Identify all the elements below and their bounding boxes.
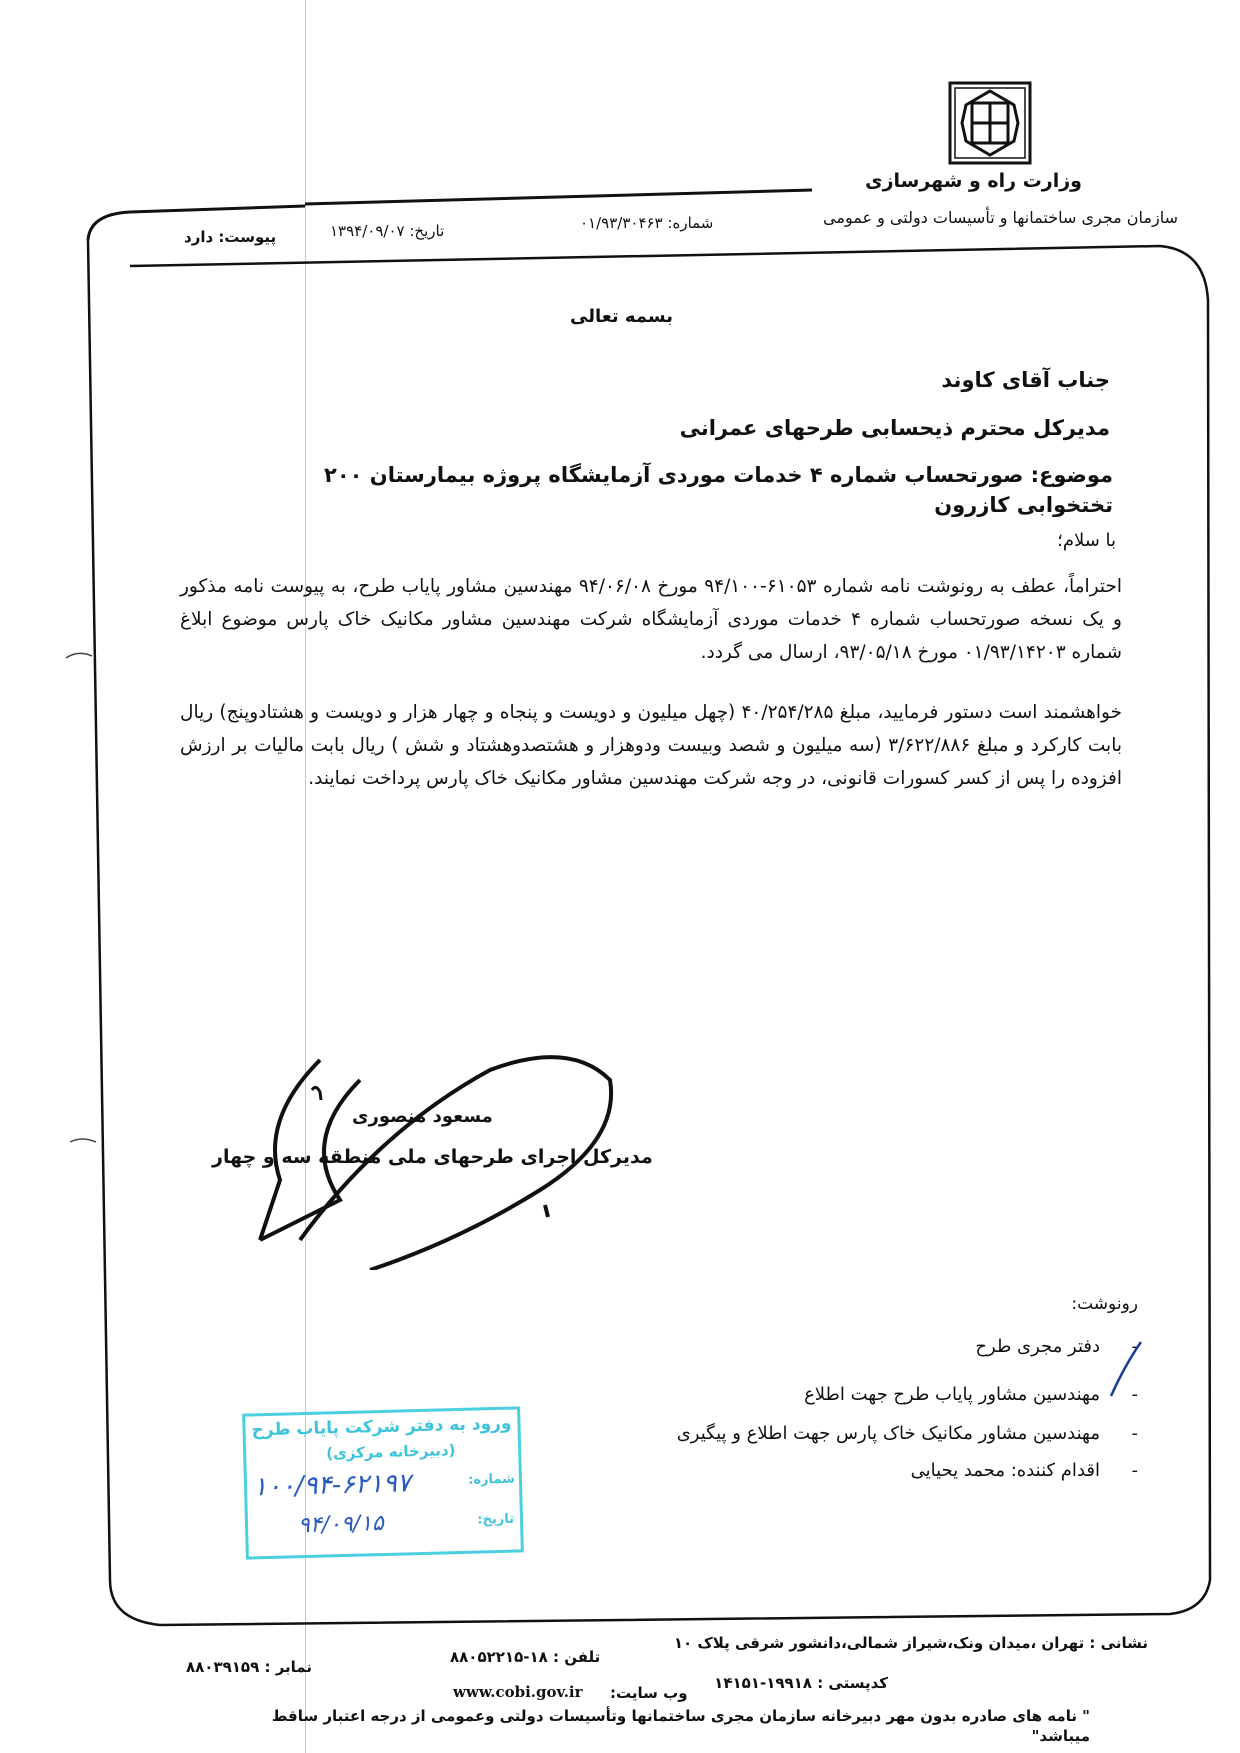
date-value: ۱۳۹۴/۰۹/۰۷	[330, 222, 405, 240]
organization-name: سازمان مجری ساختمانها و تأسیسات دولتی و عمومی	[823, 208, 1178, 227]
cc-label: رونوشت:	[1071, 1294, 1138, 1314]
stamp-date-label: تاریخ:	[477, 1511, 515, 1528]
cc-dash: -	[1131, 1460, 1138, 1481]
number-label: شماره:	[667, 214, 714, 232]
received-stamp	[242, 1406, 524, 1559]
footer-phone: تلفن : ۱۸-۸۸۰۵۲۲۱۵	[450, 1648, 601, 1666]
cc-dash: -	[1131, 1384, 1138, 1405]
cc-item: مهندسین مشاور پایاب طرح جهت اطلاع	[804, 1384, 1100, 1405]
number-value: ۰۱/۹۳/۳۰۴۶۳	[580, 214, 663, 232]
stamp-title: ورود به دفتر شرکت پایاب طرح	[251, 1413, 512, 1441]
greeting: با سلام؛	[1057, 530, 1116, 551]
attachment: پیوست: دارد	[184, 228, 277, 246]
stamp-subtitle: (دبیرخانه مرکزی)	[325, 1441, 456, 1463]
ministry-logo-icon	[948, 81, 1032, 165]
stamp-date-value: ۹۴/۰۹/۱۵	[297, 1510, 385, 1539]
body-paragraph-1: احتراماً، عطف به رونوشت نامه شماره ۶۱۰۵۳-۹۴/۱۰۰ مورخ ۹۴/۰۶/۰۸ مهندسین مشاور پایاب طرح، به پیوست نامه مذکور و یک نسخه صورتحساب شماره ۴ خدمات موردی آزمایشگاه شرکت مهندسین مشاور مکانیک خاک پارس موضوع ابلاغ شماره ۰۱/۹۳/۱۴۲۰۳ مورخ ۹۳/۰۵/۱۸، ارسال می گردد.	[180, 576, 1122, 663]
cc-item: اقدام کننده: محمد یحیایی	[910, 1460, 1100, 1481]
handwritten-checkmark	[1105, 1340, 1145, 1400]
stamp-number-label: شماره:	[468, 1471, 516, 1488]
footer-notice: " نامه های صادره بدون مهر دبیرخانه سازمان مجری ساختمانها وتأسیسات دولتی وعمومی از درجه اعتبار ساقط میباشد"	[271, 1707, 1090, 1745]
footer-website[interactable]: www.cobi.gov.ir	[453, 1683, 583, 1701]
body-paragraph-2: خواهشمند است دستور فرمایید، مبلغ ۴۰/۲۵۴/۲۸۵ (چهل میلیون و دویست و پنجاه و چهار هزار و دویست و هشتادوپنج) ریال بابت کارکرد و مبلغ ۳/۶۲۲/۸۸۶ (سه میلیون و شصد وبیست ودوهزار و هشتصدوهشتاد و شش ) ریال بابت مالیات بر ارزش افزوده را پس از کسر کسورات قانونی، در وجه شرکت مهندسین مشاور مکانیک خاک پارس پرداخت نمایند.	[180, 702, 1122, 789]
cc-item: مهندسین مشاور مکانیک خاک پارس جهت اطلاع و پیگیری	[676, 1423, 1100, 1444]
footer-website-label: وب سایت:	[610, 1684, 688, 1702]
letter-date	[330, 222, 444, 240]
letter-number	[580, 214, 713, 232]
signatory-name: مسعود منصوری	[352, 1106, 493, 1127]
footer-fax: نمابر : ۸۸۰۳۹۱۵۹	[186, 1658, 312, 1676]
subject: موضوع: صورتحساب شماره ۴ خدمات موردی آزمایشگاه پروژه بیمارستان ۲۰۰ تختخوابی کازرون	[324, 463, 1113, 517]
cc-dash: -	[1131, 1423, 1138, 1444]
signatory-title: مدیرکل اجرای طرحهای ملی منطقه سه و چهار	[212, 1146, 653, 1168]
ministry-name: وزارت راه و شهرسازی	[865, 170, 1082, 192]
footer-postal-code: کدپستی : ۱۹۹۱۸-۱۴۱۵۱	[714, 1674, 888, 1692]
cc-item: دفتر مجری طرح	[975, 1336, 1100, 1357]
date-label: تاریخ:	[409, 222, 445, 240]
stamp-number-value: ۱۰۰/۹۴-۶۲۱۹۷	[252, 1468, 412, 1503]
recipient-name: جناب آقای کاوند	[941, 368, 1110, 392]
recipient-title: مدیرکل محترم ذیحسابی طرحهای عمرانی	[679, 416, 1110, 440]
invocation: بسمه تعالی	[570, 306, 673, 327]
cc-dash: -	[1131, 1336, 1138, 1357]
footer-address: نشانی : تهران ،میدان ونک،شیراز شمالی،دانشور شرقی پلاک ۱۰	[673, 1634, 1148, 1652]
